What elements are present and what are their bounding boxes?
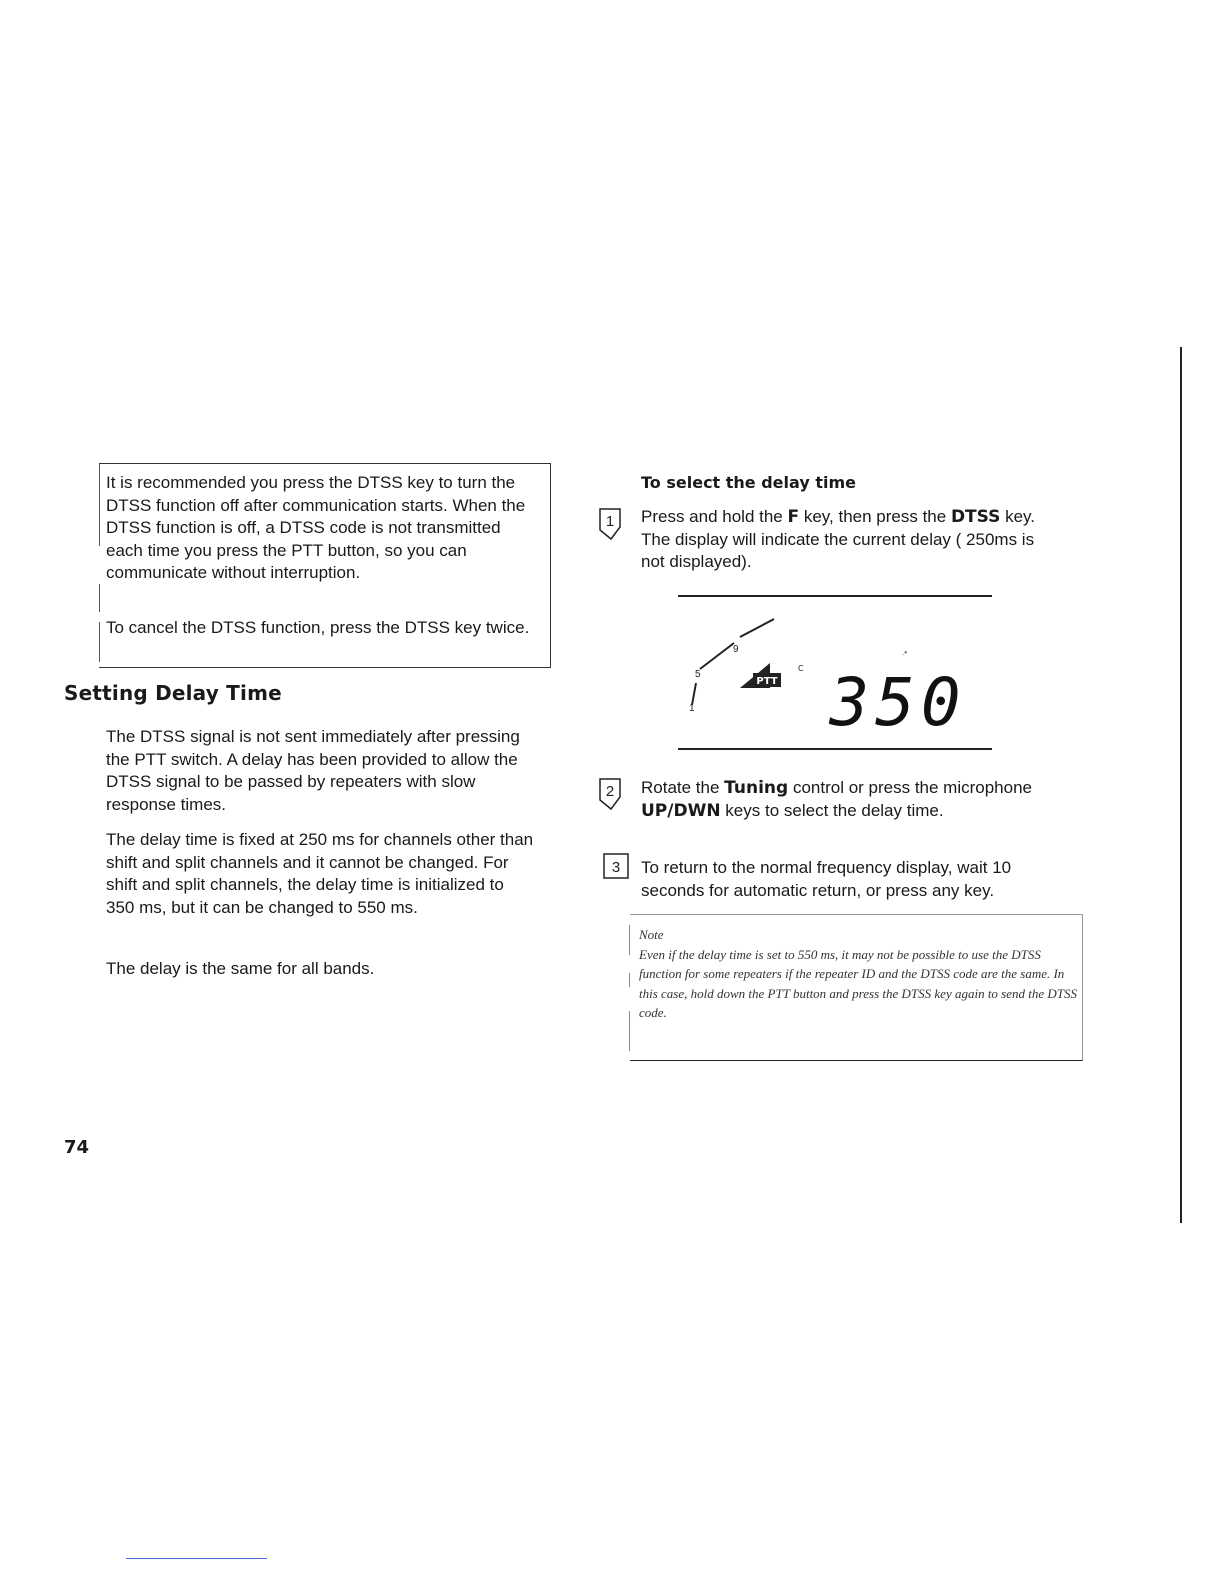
section-paragraph-3: The delay is the same for all bands. — [106, 959, 375, 978]
step-1-number: 1 — [605, 513, 615, 530]
tip-paragraph-1: It is recommended you press the DTSS key to turn the DTSS function off after communication starts. When the DTSS function is off, a DTSS code is not transmitted each time you press the PTT button, so you can communicate without interruption. — [106, 473, 526, 582]
section-paragraph-2: The delay time is fixed at 250 ms for channels other than shift and split channels and it cannot be changed. For shift and split channels, the delay time is initialized to 350 ms, but it can be changed to 550 ms. — [106, 830, 534, 917]
step-2-number: 2 — [605, 783, 615, 800]
lcd-display-illustration — [678, 605, 992, 745]
step-3-number: 3 — [611, 859, 621, 876]
procedure-heading: To select the delay time — [641, 473, 856, 492]
step-3-icon — [602, 852, 632, 882]
ptt-badge-label: PTT — [756, 676, 778, 687]
step-2-icon — [596, 776, 630, 816]
dtss-key-label: DTSS — [950, 507, 1001, 527]
tuning-label: Tuning — [724, 778, 789, 798]
step-2-text: Rotate the Tuning control or press the microphone UP/DWN keys to select the delay time. — [641, 778, 1033, 821]
ptt-badge-icon — [740, 663, 804, 688]
tip-paragraph-2: To cancel the DTSS function, press the DTSS key twice. — [106, 618, 530, 637]
note-label: Note — [639, 927, 664, 942]
meter-label-5: 5 — [695, 669, 701, 680]
meter-label-1: 1 — [689, 703, 695, 714]
display-top-rule — [678, 595, 992, 597]
up-dwn-label: UP/DWN — [641, 800, 721, 821]
display-bottom-rule — [678, 748, 992, 750]
page-number: 74 — [64, 1137, 90, 1158]
delay-readout: 350 — [829, 664, 967, 741]
section-paragraph-1: The DTSS signal is not sent immediately after pressing the PTT switch. A delay has been provided to allow the DTSS signal to be passed by repeaters with slow response times. — [106, 727, 520, 814]
section-heading: Setting Delay Time — [64, 681, 282, 705]
page-edge-bar — [1180, 347, 1182, 1223]
note-body: Even if the delay time is set to 550 ms, it may not be possible to use the DTSS function for some repeaters if the repeater ID and the DTSS code are the same. In this case, hold down the PTT button and press the DTSS key again to send the DTSS code. — [639, 946, 1078, 1020]
meter-label-9: 9 — [733, 644, 739, 655]
f-key-label: F — [787, 507, 800, 527]
step-1-text: Press and hold the F key, then press the DTSS key. The display will indicate the current delay ( 250ms is not displayed). — [641, 507, 1036, 571]
step-1-icon — [596, 506, 630, 546]
s-meter-arc — [692, 619, 774, 705]
step-3-text: To return to the normal frequency display, wait 10 seconds for automatic return, or press any key. — [641, 858, 1012, 900]
note-content — [639, 925, 1077, 1023]
bottom-underline — [126, 1558, 267, 1559]
ptt-sub-label: C — [798, 664, 804, 673]
svg-text:.•: .• — [902, 648, 908, 657]
